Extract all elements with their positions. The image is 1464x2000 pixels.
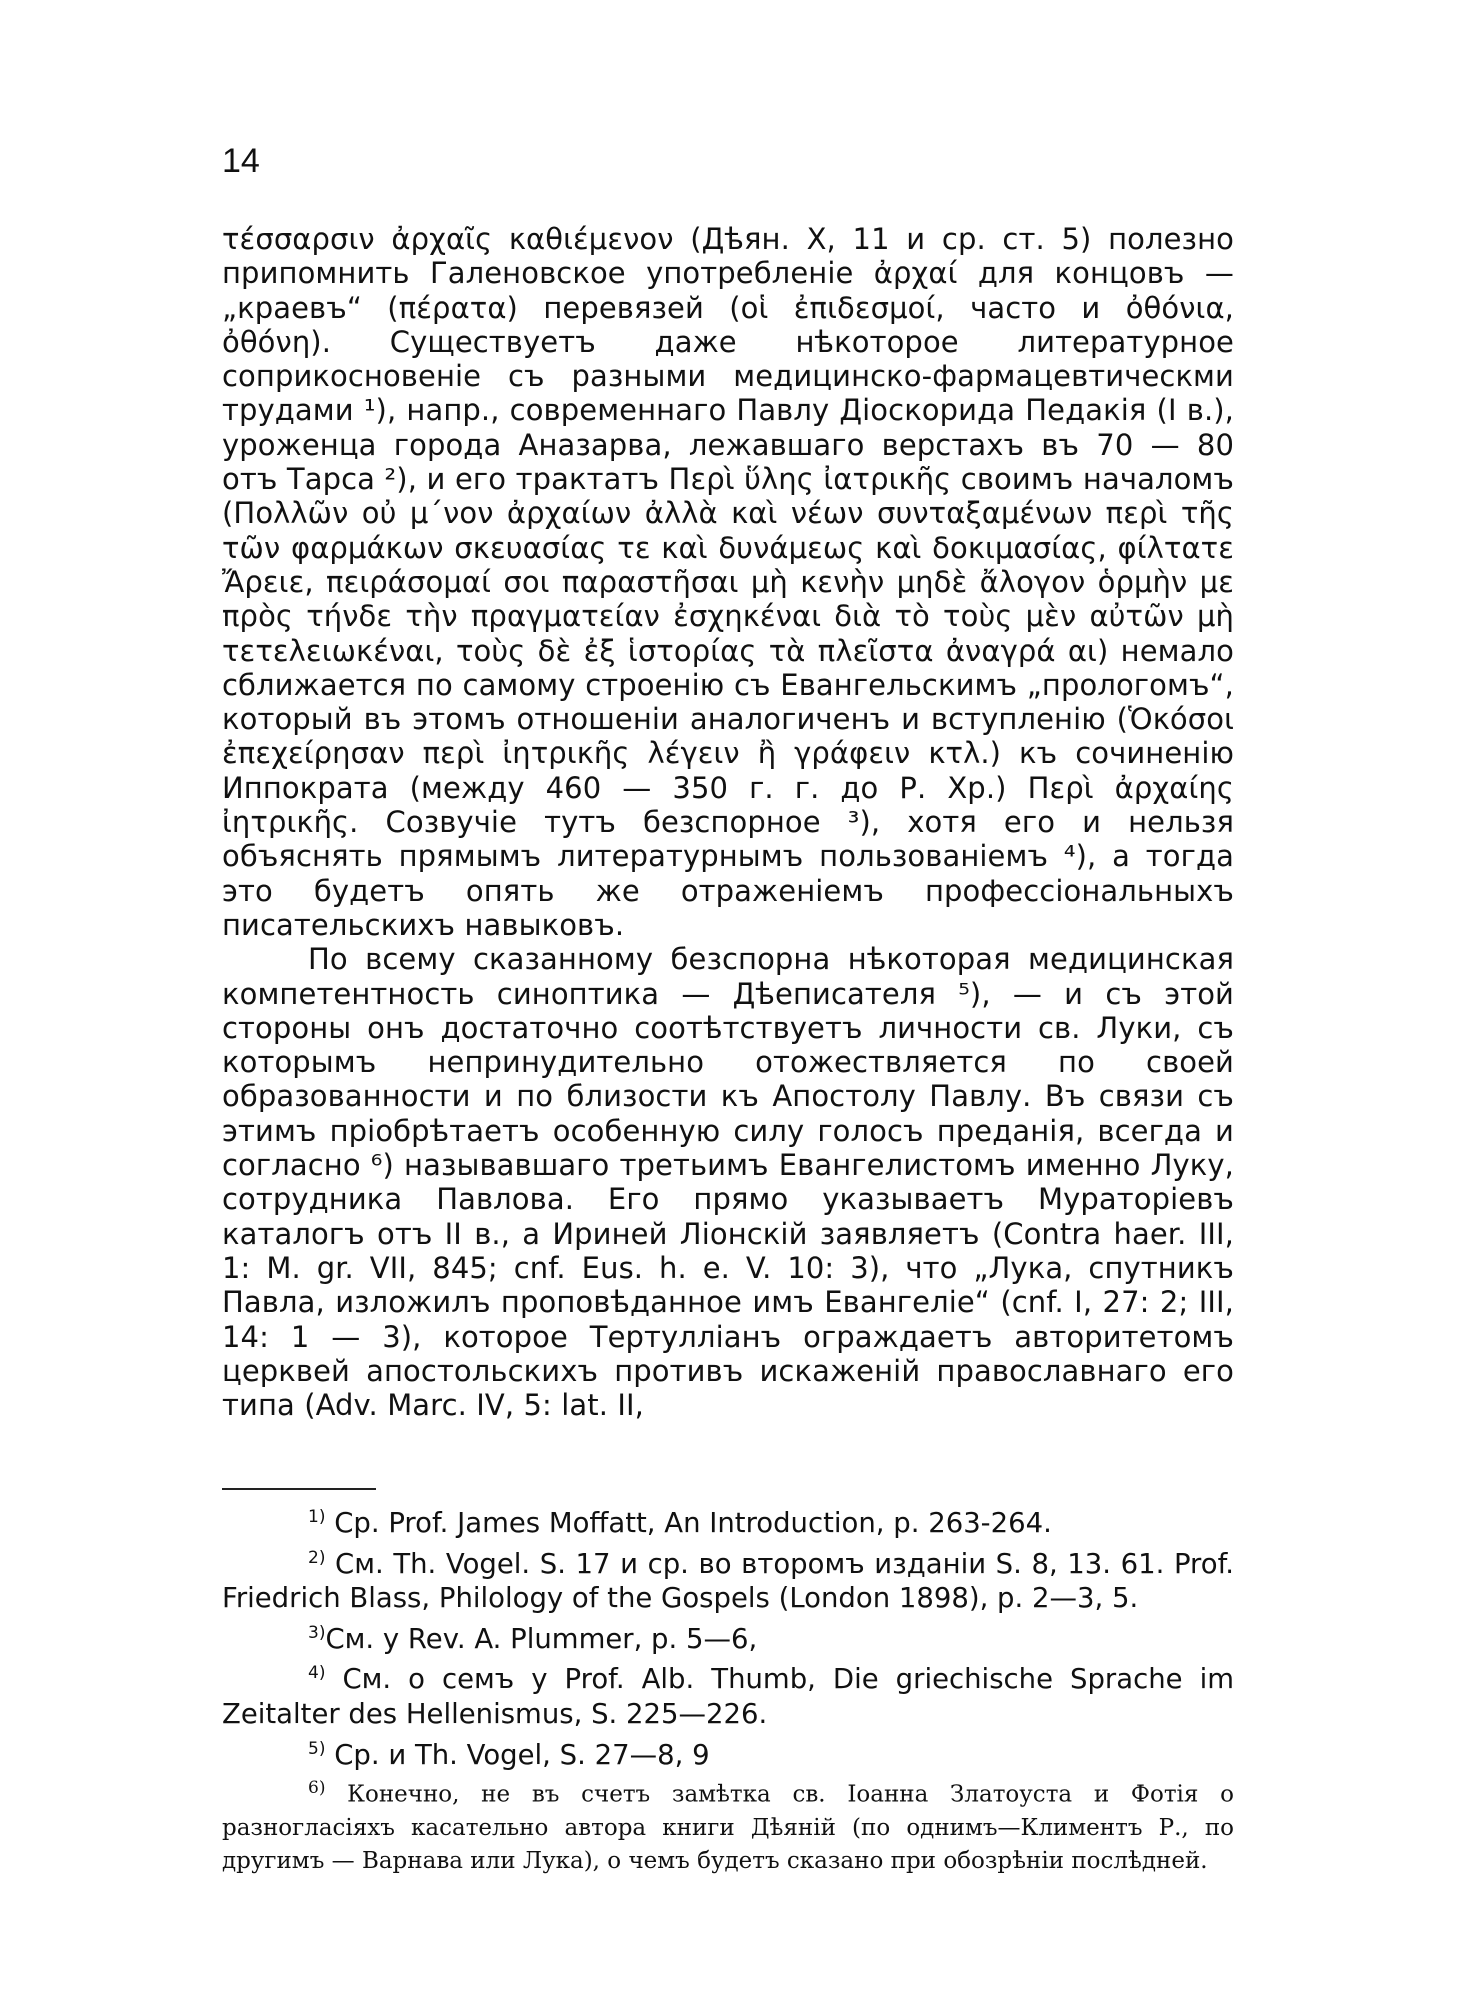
page-number: 14 bbox=[222, 142, 260, 180]
footnotes bbox=[222, 1500, 1234, 1878]
footnote-text: Ср. и Th. Vogel, S. 27—8, 9 bbox=[325, 1738, 710, 1771]
body-paragraph-1: τέσσαρσιν ἀρχαῖς καθιέμενον (Дѣян. X, 11 и ср. ст. 5) полезно припомнить Галеновское употребленіе ἀρχαί для концовъ — „краевъ“ (πέρατα) перевязей (οἱ ἐπιδεσμοί, часто и ὀθόνια, ὀθόνη). Существуетъ даже нѣкоторое литературное соприкосновеніе съ разными медицинско-фармацевтическми трудами ¹), напр., современнаго Павлу Діоскорида Педакія (I в.), уроженца города Аназарва, лежавшаго верстахъ въ 70 — 80 отъ Тарса ²), и его трактатъ Περὶ ὕλης ἰατρικῆς своимъ началомъ (Πολλῶν οὐ μ΄νον ἀρχαίων ἀλλὰ καὶ νέων συνταξαμένων περὶ τῆς τῶν φαρμάκων σκευασίας τε καὶ δυνάμεως καὶ δοκιμασίας, φίλτατε Ἄρειε, πειράσομαί σοι παραστῆσαι μὴ κενὴν μηδὲ ἄλογον ὁρμὴν με πρὸς τήνδε τὴν πραγματείαν ἐσχηκέναι διὰ τὸ τοὺς μὲν αὐτῶν μὴ τετελειωκέναι, τοὺς δὲ ἐξ ἱστορίας τὰ πλεῖστα ἀναγρά αι) немало сближается по самому строенію съ Евангельскимъ „прологомъ“, который въ этомъ отношеніи аналогиченъ и вступленію (Ὁκόσοι ἐπεχείρησαν περὶ ἰητρικῆς λέγειν ἢ γράφειν κτλ.) къ сочиненію Иппократа (между 460 — 350 г. г. до Р. Хр.) Περὶ ἀρχαίης ἰητρικῆς. Созвучіе тутъ безспорное ³), хотя его и нельзя объяснять прямымъ литературнымъ пользованіемъ ⁴), а тогда это будетъ опять же отраженіемъ профессіональныхъ писательскихъ навыковъ. bbox=[222, 222, 1234, 942]
footnote-mark: 6) bbox=[308, 1778, 326, 1799]
footnote-5 bbox=[222, 1732, 1234, 1773]
footnote-mark: 2) bbox=[308, 1547, 326, 1568]
footnote-mark: 4) bbox=[308, 1663, 326, 1684]
footnote-6 bbox=[222, 1772, 1234, 1878]
body-paragraph-2: По всему сказанному безспорна нѣкоторая медицинская компетентность синоптика — Дѣеписателя ⁵), — и съ этой стороны онъ достаточно соотѣтствуетъ личности св. Луки, съ которымъ непринудительно отожествляется по своей образованности и по близости къ Апостолу Павлу. Въ связи съ этимъ пріобрѣтаетъ особенную силу голосъ преданія, всегда и согласно ⁶) называвшаго третьимъ Евангелистомъ именно Луку, сотрудника Павлова. Его прямо указываетъ Мураторіевъ каталогъ отъ II в., а Ириней Ліонскій заявляетъ (Contra haer. III, 1: M. gr. VII, 845; cnf. Eus. h. e. V. 10: 3), что „Лука, спутникъ Павла, изложилъ проповѣданное имъ Евангеліе“ (cnf. I, 27: 2; III, 14: 1 — 3), которое Тертулліанъ ограждаетъ авторитетомъ церквей апостольскихъ противъ искаженій православнаго его типа (Adv. Marc. IV, 5: lat. II, bbox=[222, 942, 1234, 1423]
footnote-mark: 1) bbox=[308, 1507, 326, 1527]
footnote-3 bbox=[222, 1616, 1234, 1657]
footnote-text: См. Th. Vogel. S. 17 и ср. во второмъ изданіи S. 8, 13. 61. Prof. Friedrich Blass, Philology of the Gospels (London 1898), p. 2—3, 5. bbox=[222, 1547, 1234, 1615]
footnote-4 bbox=[222, 1656, 1234, 1731]
footnote-mark: 3) bbox=[308, 1622, 326, 1643]
footnote-separator bbox=[222, 1488, 376, 1490]
footnote-1 bbox=[222, 1500, 1234, 1541]
footnote-text: Ср. Prof. James Moffatt, An Introduction, p. 263-264. bbox=[325, 1507, 1052, 1540]
footnote-text: См. о семъ у Prof. Alb. Thumb, Die griechische Sprache im Zeitalter des Hellenismus, S. 225—226. bbox=[222, 1663, 1234, 1731]
footnote-mark: 5) bbox=[308, 1738, 326, 1759]
footnote-text: См. у Rev. A. Plummer, p. 5—6, bbox=[325, 1622, 758, 1655]
main-text bbox=[222, 222, 1234, 1422]
footnote-2 bbox=[222, 1541, 1234, 1616]
footnote-text: Конечно, не въ счетъ замѣтка св. Іоанна Златоуста и Фотія о разногласіяхъ касательно автора книги Дѣяній (по однимъ—Климентъ Р., по другимъ — Варнава или Лука), о чемъ будетъ сказано при обозрѣніи послѣдней. bbox=[222, 1781, 1234, 1874]
